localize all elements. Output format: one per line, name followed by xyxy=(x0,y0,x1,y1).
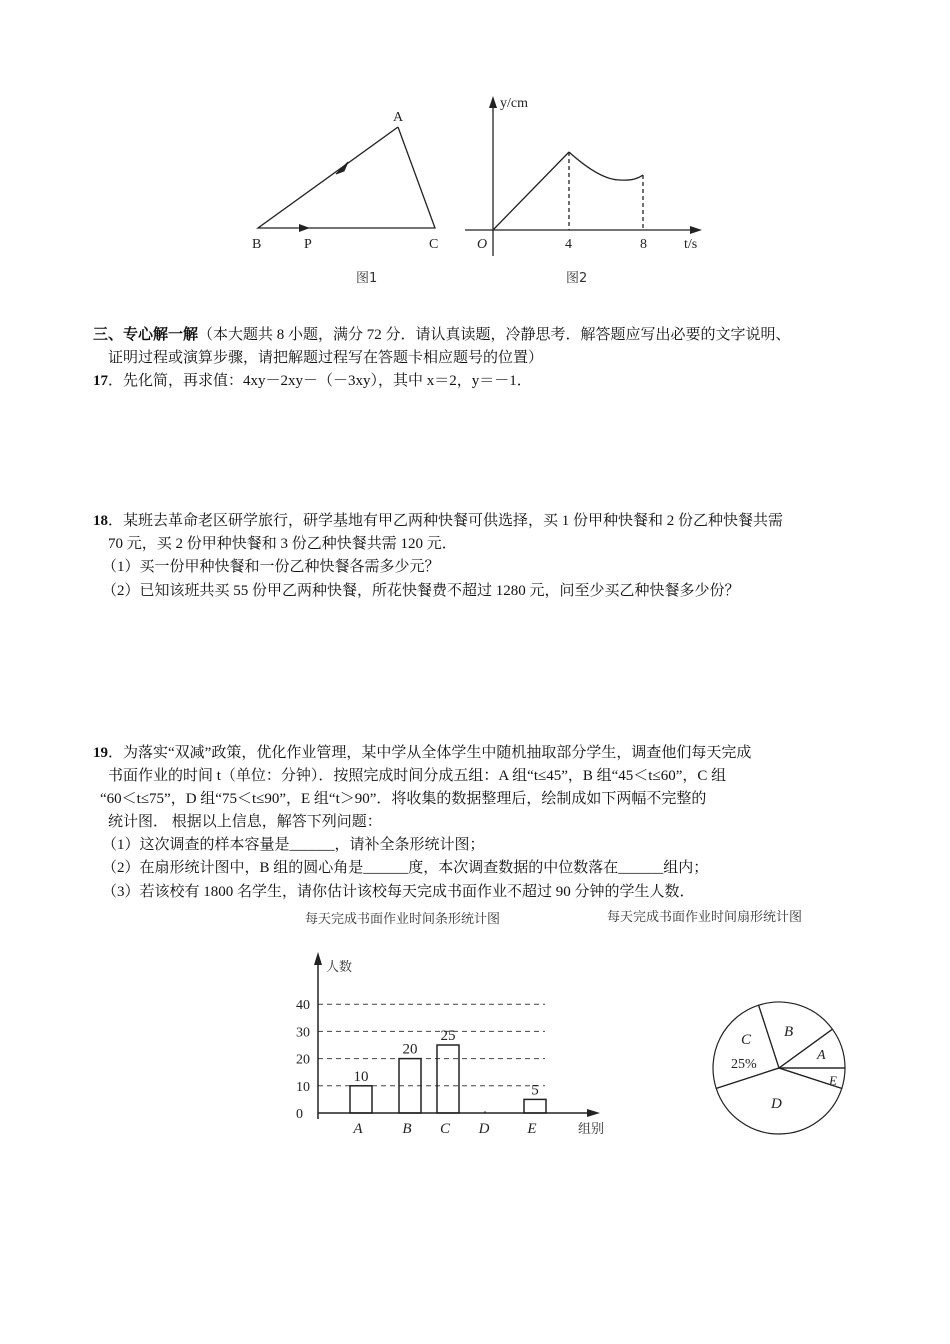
y-tick-label: 10 xyxy=(296,1079,310,1095)
section-3-line-2: 证明过程或演算步骤，请把解题过程写在答题卡相应题号的位置） xyxy=(108,350,544,366)
question-18-sub-2: （2）已知该班共买 55 份甲乙两种快餐，所花快餐费不超过 1280 元，问至少买乙种快餐多少份？ xyxy=(102,583,740,599)
label-b: B xyxy=(252,237,262,252)
figure-2-caption: 图2 xyxy=(566,271,588,286)
question-19-line-4: 统计图． 根据以上信息，解答下列问题： xyxy=(108,814,382,830)
bar-A xyxy=(350,1086,372,1113)
y-tick-label: 30 xyxy=(296,1025,310,1041)
x-axis-arrow-icon xyxy=(587,1109,600,1117)
pie-label-d: D xyxy=(771,1096,782,1112)
question-18-line-2: 70 元，买 2 份甲种快餐和 3 份乙种快餐共需 120 元． xyxy=(108,536,457,552)
y-tick-label: 0 xyxy=(296,1107,303,1122)
origin-label: O xyxy=(477,237,488,252)
q19-text: ．为落实“双减”政策，优化作业管理，某中学从全体学生中随机抽取部分学生，调查他们每天完成 xyxy=(108,745,752,761)
y-axis-arrow-icon xyxy=(314,952,322,965)
x-tick-label-A: A xyxy=(353,1121,363,1137)
question-19-sub-1: （1）这次调查的样本容量是______，请补全条形统计图； xyxy=(102,837,485,853)
bar-y-axis-label: 人数 xyxy=(326,960,353,975)
y-axis-label: y/cm xyxy=(500,96,528,111)
bar-chart-title: 每天完成书面作业时间条形统计图 xyxy=(305,912,501,927)
question-19-sub-3: （3）若该校有 1800 名学生，请你估计该校每天完成书面作业不超过 90 分钟的学生人数． xyxy=(102,884,695,900)
q17-number: 17 xyxy=(93,373,108,389)
question-19-sub-2: （2）在扇形统计图中，B 组的圆心角是______度，本次调查数据的中位数落在______组内； xyxy=(102,860,709,876)
x-tick-label-D: D xyxy=(478,1121,490,1137)
pie-chart-title: 每天完成书面作业时间扇形统计图 xyxy=(607,910,803,925)
q18-number: 18 xyxy=(93,513,108,529)
bar-E xyxy=(524,1099,546,1113)
question-19-line-3: “60＜t≤75”，D 组“75＜t≤90”，E 组“t＞90”．将收集的数据整理后，绘制成如下两幅不完整的 xyxy=(100,791,707,807)
bar-value-label-B: 20 xyxy=(402,1041,418,1058)
pie-label-b: B xyxy=(784,1024,794,1040)
tick-8: 8 xyxy=(640,237,647,252)
pie-label-c-percent: 25% xyxy=(731,1057,757,1072)
y-tick-label: 20 xyxy=(296,1052,310,1068)
pie-label-c: C xyxy=(741,1032,752,1048)
x-tick-label-E: E xyxy=(527,1121,537,1137)
question-18-sub-1: （1）买一份甲种快餐和一份乙种快餐各需多少元？ xyxy=(102,559,440,575)
q17-text: ．先化简，再求值：4xy－2xy－（－3xy），其中 x＝2，y＝－1． xyxy=(108,373,532,389)
figure-1-caption: 图1 xyxy=(356,271,378,286)
bar-D-missing-mark xyxy=(484,1111,486,1113)
label-p: P xyxy=(304,237,312,252)
x-tick-label-B: B xyxy=(402,1121,412,1137)
q19-number: 19 xyxy=(93,745,108,761)
section-3-heading: 三、专心解一解 xyxy=(93,327,199,343)
pie-label-a: A xyxy=(817,1048,826,1063)
x-tick-label-C: C xyxy=(439,1121,451,1137)
tick-4: 4 xyxy=(565,237,572,252)
x-axis-label: t/s xyxy=(684,237,698,252)
section-3-intro: （本大题共 8 小题，满分 72 分．请认真读题，冷静思考．解答题应写出必要的文字说明、 xyxy=(198,327,791,343)
pie-label-e: E xyxy=(829,1073,837,1088)
bar-C xyxy=(437,1045,459,1113)
bar-value-label-A: 10 xyxy=(353,1068,369,1085)
q18-text: ．某班去革命老区研学旅行，研学基地有甲乙两种快餐可供选择，买 1 份甲种快餐和 2 份乙种快餐共需 xyxy=(108,513,784,529)
bar-value-label-C: 25 xyxy=(440,1028,456,1044)
label-c: C xyxy=(429,237,439,252)
bar-x-axis-label: 组别 xyxy=(578,1122,605,1137)
bar-value-label-E: 5 xyxy=(531,1082,539,1099)
question-19-line-2: 书面作业的时间 t（单位：分钟）．按照完成时间分成五组：A 组“t≤45”，B 组“45＜t≤60”，C 组 xyxy=(108,768,727,784)
label-a: A xyxy=(393,110,404,125)
y-tick-label: 40 xyxy=(296,998,310,1014)
